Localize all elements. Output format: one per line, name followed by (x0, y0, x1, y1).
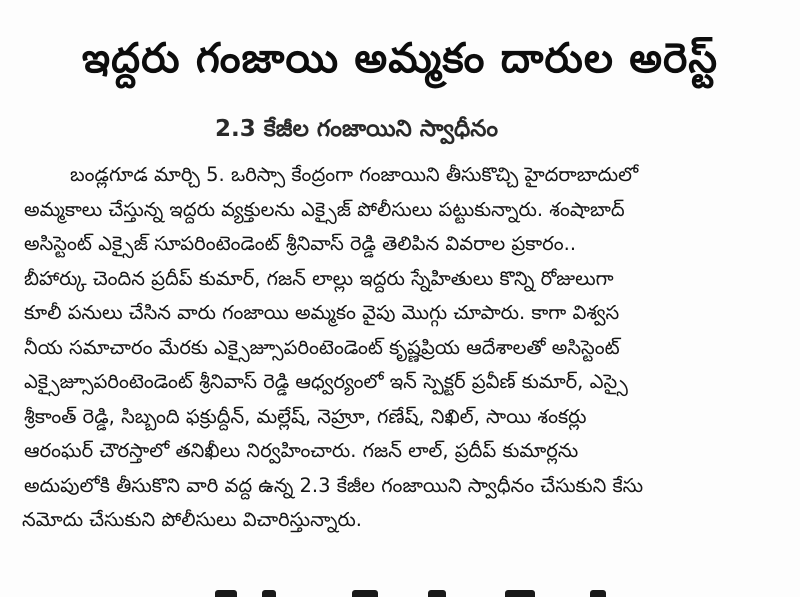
article-line: బండ్లగూడ మార్చి 5. ఒరిస్సా కేంద్రంగా గంజాయిని తీసుకొచ్చి హైదరాబాదులో (70, 163, 639, 186)
headline: ఇద్దరు గంజాయి అమ్మకం దారుల అరెస్ట్ (81, 34, 719, 82)
article-body (0, 158, 800, 538)
cropped-glyph (428, 590, 446, 597)
article-line: నీయ సమాచారం మేరకు ఎక్సైజ్సూపరింటెండెంట్ కృష్ణప్రియ ఆదేశాలతో అసిస్టెంట్ (24, 335, 620, 359)
cropped-glyph (262, 590, 276, 597)
cropped-next-article-edge (0, 588, 800, 597)
article-line: శ్రీకాంత్ రెడ్డి, సిబ్బంది ఫక్రుద్దీన్, మల్లేష్, నెహ్రూ, గణేష్, నిఖిల్, సాయి శంకర్లు (24, 404, 587, 428)
article-line: అసిస్టెంట్ ఎక్సైజ్ సూపరింటెండెంట్ శ్రీనివాస్ రెడ్డి తెలిపిన వివరాల ప్రకారం.. (24, 232, 577, 255)
cropped-glyph (590, 590, 606, 597)
article-line: అమ్మకాలు చేస్తున్న ఇద్దరు వ్యక్తులను ఎక్సైజ్ పోలీసులు పట్టుకున్నారు. శంషాబాద్ (24, 197, 625, 221)
cropped-glyph (352, 590, 378, 597)
article-line: ఎక్సైజ్సూపరింటెండెంట్ శ్రీనివాస్ రెడ్డి ఆధ్వర్యంలో ఇన్ స్పెక్టర్ ప్రవీణ్ కుమార్, ఎస్సై (24, 370, 628, 393)
cropped-glyph (505, 590, 535, 597)
article-line: నమోదు చేసుకుని పోలీసులు విచారిస్తున్నారు. (22, 508, 362, 531)
cropped-glyph (215, 590, 237, 597)
article-line: ఆరంఘర్ చౌరస్తాలో తనిఖీలు నిర్వహించారు. గజన్ లాల్, ప్రదీప్ కుమార్లను (24, 439, 579, 462)
article-line: కూలీ పనులు చేసిన వారు గంజాయి అమ్మకం వైపు మొగ్గు చూపారు. కాగా విశ్వస (24, 301, 620, 324)
subheadline: 2.3 కేజీల గంజాయిని స్వాధీనం (215, 116, 499, 142)
article-line: బీహార్కు చెందిన ప్రదీప్ కుమార్, గజన్ లాల్లు ఇద్దరు స్నేహితులు కొన్ని రోజులుగా (24, 266, 614, 290)
article-line: అదుపులోకి తీసుకొని వారి వద్ద ఉన్న 2.3 కేజీల గంజాయిని స్వాధీనం చేసుకుని కేసు (24, 473, 644, 497)
